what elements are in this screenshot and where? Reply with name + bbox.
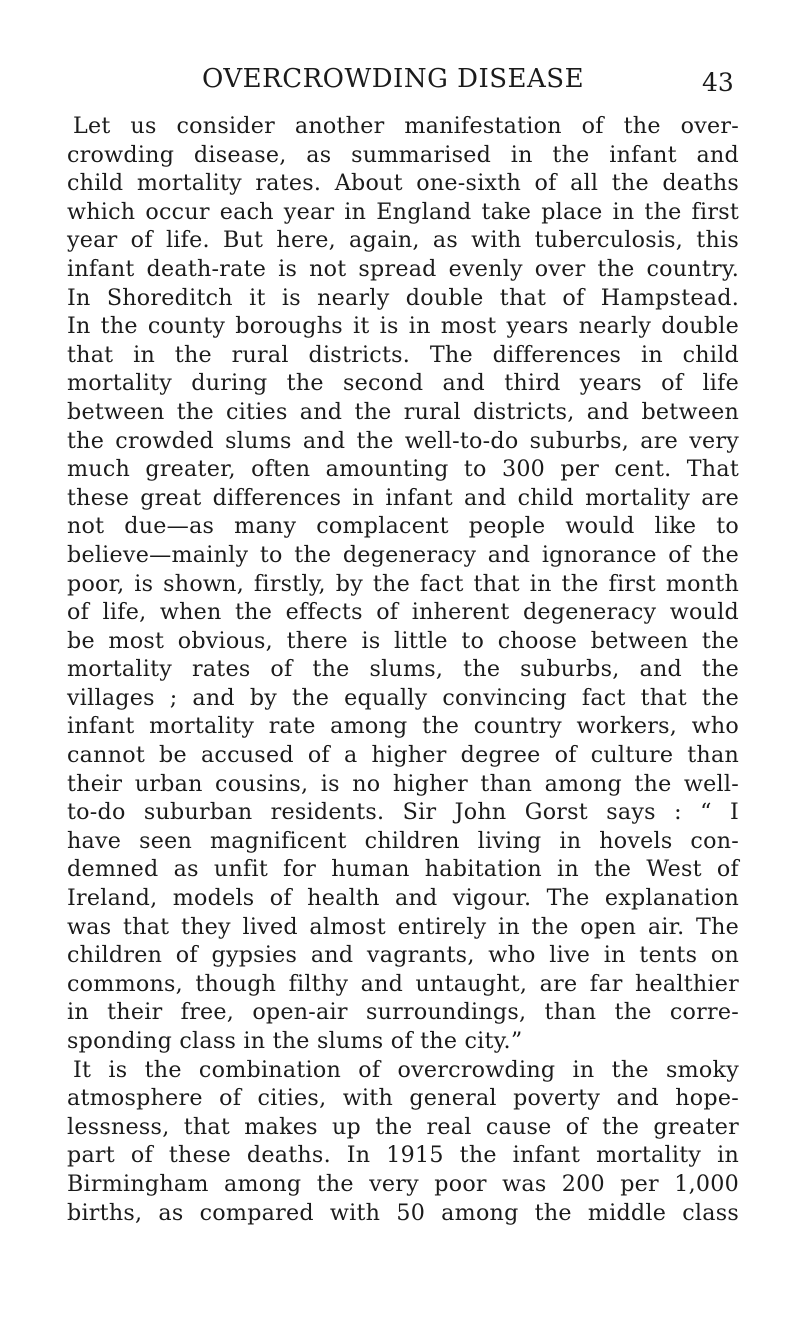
text-line: was that they lived almost entirely in the open air. The bbox=[67, 913, 739, 940]
text-line: Birmingham among the very poor was 200 per 1,000 bbox=[67, 1170, 739, 1197]
text-line: not due—as many complacent people would like to bbox=[67, 513, 739, 540]
text-line: part of these deaths. In 1915 the infant mortality in bbox=[67, 1142, 739, 1169]
text-line: Let us consider another manifestation of the over- bbox=[73, 113, 739, 139]
text-line: villages ; and by the equally convincing fact that the bbox=[67, 684, 739, 711]
text-line: the crowded slums and the well-to-do suburbs, are very bbox=[67, 427, 739, 454]
text-line: infant mortality rate among the country workers, who bbox=[67, 713, 739, 740]
text-line: In Shoreditch it is nearly double that of Hampstead. bbox=[67, 284, 739, 311]
text-line: births, as compared with 50 among the middle class bbox=[67, 1199, 739, 1226]
text-line: their urban cousins, is no higher than among the well- bbox=[67, 770, 739, 797]
text-line: lessness, that makes up the real cause of the greater bbox=[67, 1113, 739, 1140]
text-line: much greater, often amounting to 300 per cent. That bbox=[67, 456, 739, 483]
text-line: poor, is shown, firstly, by the fact that in the first month bbox=[67, 570, 739, 597]
text-line: between the cities and the rural districts, and between bbox=[67, 398, 739, 425]
text-line: infant death-rate is not spread evenly over the country. bbox=[67, 255, 739, 282]
text-line: crowding disease, as summarised in the infant and bbox=[67, 141, 739, 168]
text-line: be most obvious, there is little to choose between the bbox=[67, 627, 739, 654]
text-line: that in the rural districts. The differences in child bbox=[67, 341, 739, 368]
running-header bbox=[0, 62, 800, 96]
text-line: in their free, open-air surroundings, than the corre- bbox=[67, 999, 739, 1026]
text-line: mortality during the second and third years of life bbox=[67, 370, 739, 397]
text-line: child mortality rates. About one-sixth of all the deaths bbox=[67, 170, 739, 197]
text-line: It is the combination of overcrowding in the smoky bbox=[73, 1056, 739, 1083]
text-line: of life, when the effects of inherent degeneracy would bbox=[67, 599, 739, 626]
text-line: commons, though filthy and untaught, are far healthier bbox=[67, 970, 739, 997]
text-line: Ireland, models of health and vigour. The explanation bbox=[67, 885, 739, 912]
text-line: year of life. But here, again, as with tuberculosis, this bbox=[67, 227, 739, 254]
text-line: mortality rates of the slums, the suburbs, and the bbox=[67, 656, 739, 683]
text-line: these great differences in infant and child mortality are bbox=[67, 484, 739, 511]
running-title: OVERCROWDING DISEASE bbox=[202, 64, 585, 94]
text-line: cannot be accused of a higher degree of culture than bbox=[67, 742, 739, 769]
body-text bbox=[67, 112, 739, 1227]
text-line: have seen magnificent children living in hovels con- bbox=[67, 827, 739, 854]
text-line: children of gypsies and vagrants, who live in tents on bbox=[67, 942, 739, 969]
page-number: 43 bbox=[702, 68, 734, 97]
text-line: In the county boroughs it is in most years nearly double bbox=[67, 313, 739, 340]
text-line: atmosphere of cities, with general poverty and hope- bbox=[67, 1085, 739, 1112]
text-line: demned as unfit for human habitation in the West of bbox=[67, 856, 739, 883]
text-line: which occur each year in England take place in the first bbox=[67, 198, 739, 225]
text-line: to-do suburban residents. Sir John Gorst says : “ I bbox=[67, 799, 739, 826]
text-line: sponding class in the slums of the city.” bbox=[67, 1028, 523, 1054]
text-line: believe—mainly to the degeneracy and ignorance of the bbox=[67, 541, 739, 568]
